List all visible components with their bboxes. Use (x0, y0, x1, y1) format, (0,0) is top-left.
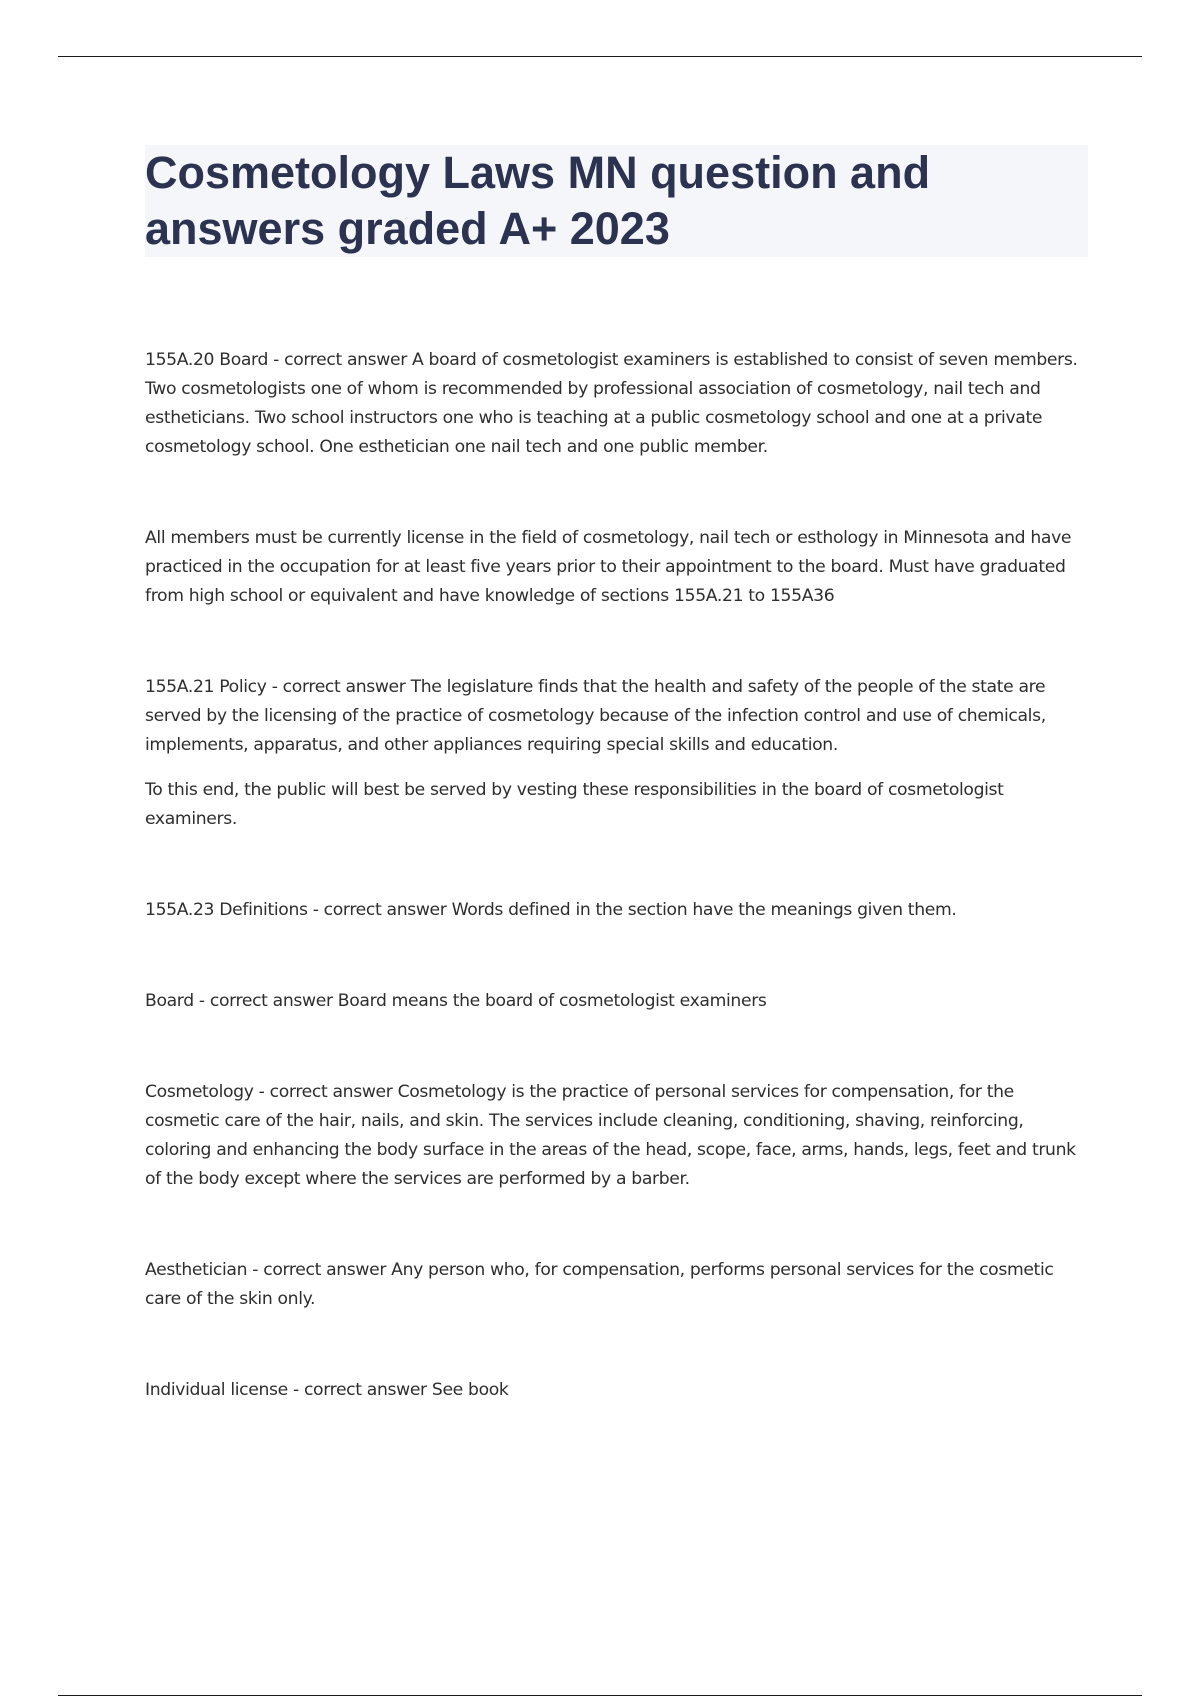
bottom-divider (58, 1695, 1142, 1696)
top-divider (58, 56, 1142, 57)
paragraph-policy: 155A.21 Policy - correct answer The legislature finds that the health and safety of the people of the state are served by the licensing of the practice of cosmetology because of the infection control and use of chemicals, implements, apparatus, and other appliances requiring special skills and education. (145, 677, 1046, 755)
paragraph-board: 155A.20 Board - correct answer A board of cosmetologist examiners is established to consist of seven members. Two cosmetologists one of whom is recommended by professional association of cosmetology, nail tech and estheticians. Two school instructors one who is teaching at a public cosmetology school and one at a private cosmetology school. One esthetician one nail tech and one public member. (145, 350, 1078, 457)
paragraph-policy-continued: To this end, the public will best be served by vesting these responsibilities in the board of cosmetologist examiners. (145, 780, 1004, 829)
paragraph-definitions: 155A.23 Definitions - correct answer Words defined in the section have the meanings given them. (145, 900, 957, 920)
paragraph-members: All members must be currently license in the field of cosmetology, nail tech or esthology in Minnesota and have practiced in the occupation for at least five years prior to their appointment to the board. Must have graduated from high school or equivalent and have knowledge of sections 155A.21 to 155A36 (145, 528, 1072, 606)
document-title: Cosmetology Laws MN question and answers graded A+ 2023 (145, 147, 931, 254)
document-body (145, 346, 1089, 1405)
paragraph-aesthetician: Aesthetician - correct answer Any person who, for compensation, performs personal services for the cosmetic care of the skin only. (145, 1260, 1054, 1309)
paragraph-cosmetology: Cosmetology - correct answer Cosmetology is the practice of personal services for compensation, for the cosmetic care of the hair, nails, and skin. The services include cleaning, conditioning, shaving, reinforcing, coloring and enhancing the body surface in the areas of the head, scope, face, arms, hands, legs, feet and trunk of the body except where the services are performed by a barber. (145, 1082, 1076, 1189)
paragraph-board-definition: Board - correct answer Board means the board of cosmetologist examiners (145, 991, 767, 1011)
paragraph-individual-license: Individual license - correct answer See book (145, 1380, 509, 1400)
